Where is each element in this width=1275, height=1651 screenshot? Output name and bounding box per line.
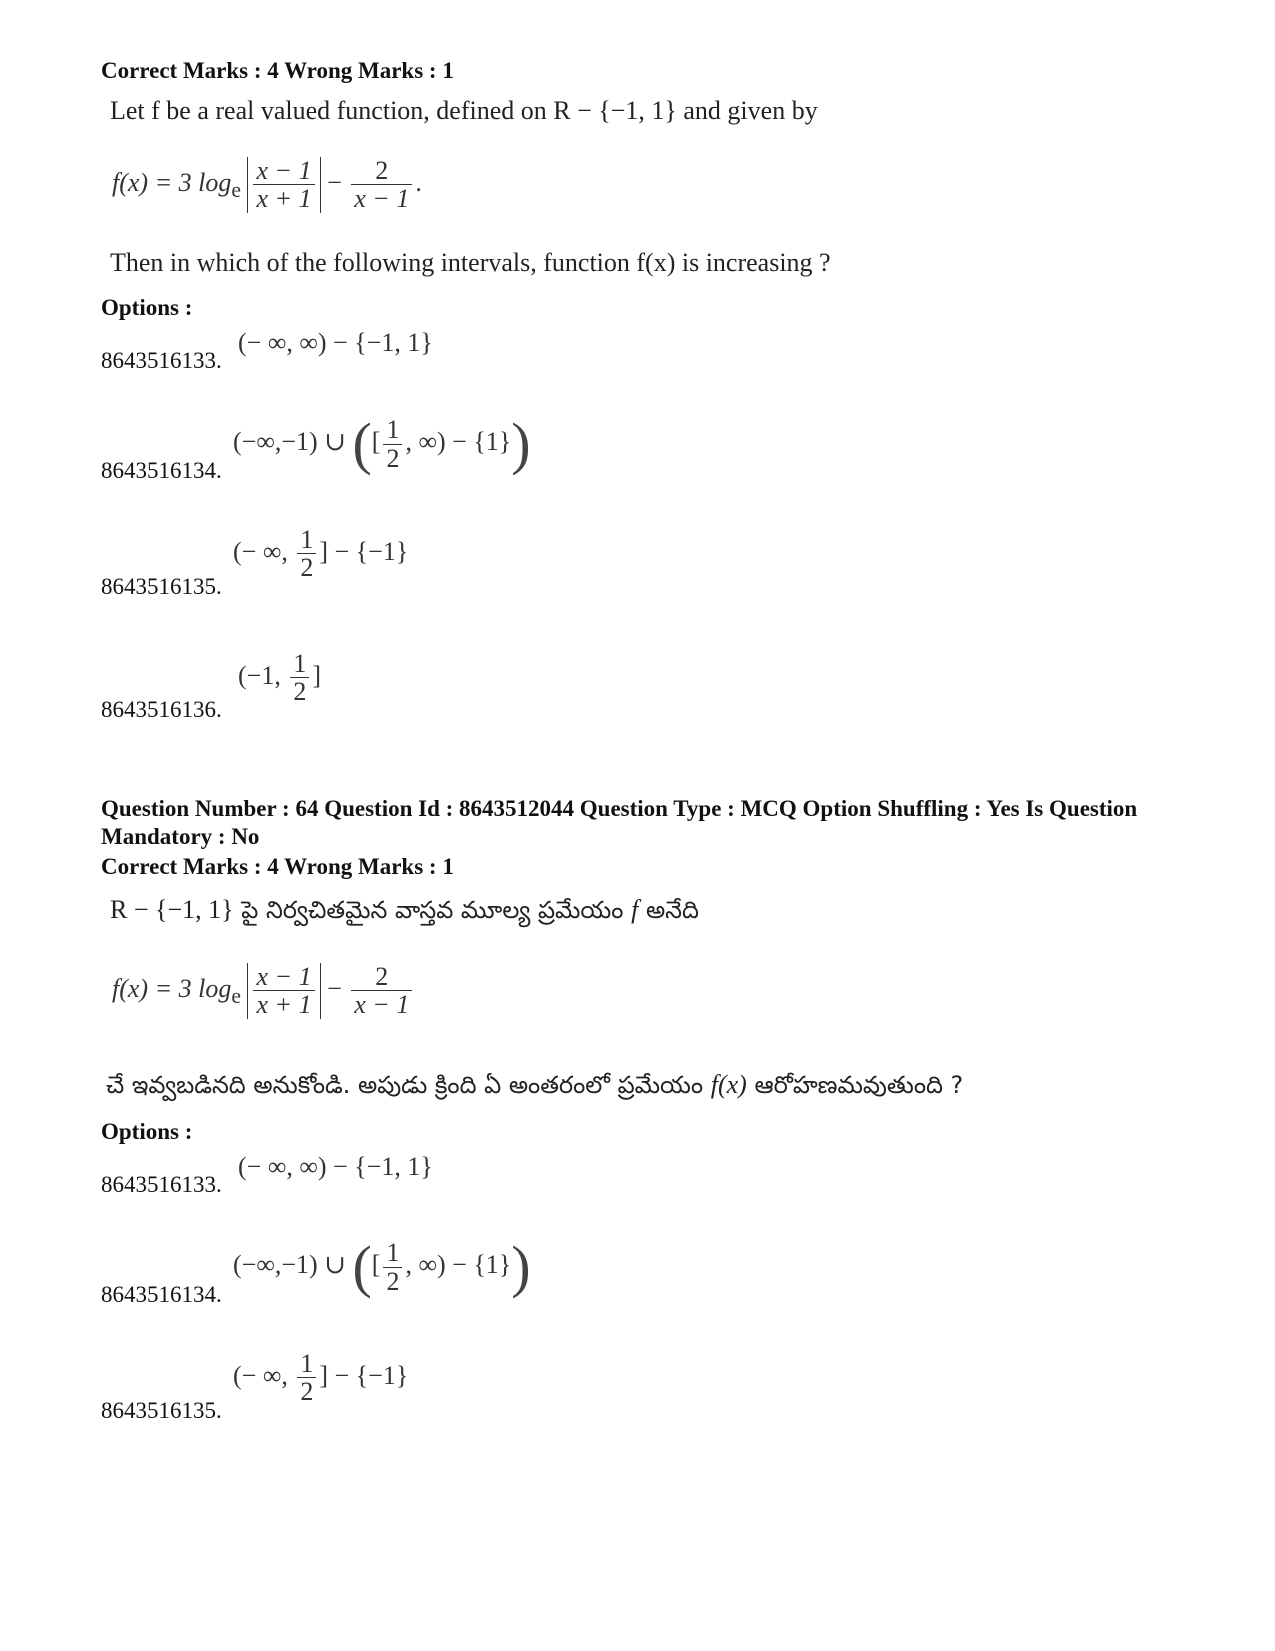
fraction-numerator: 2 <box>351 157 412 185</box>
stem-telugu-2: అనేది <box>638 896 699 924</box>
q63-option-4-id: 8643516136. <box>101 697 222 722</box>
log-base: e <box>231 177 241 202</box>
q64-option-3-expr: (− ∞, $\frac{1}{2}$ ] − {−1} <box>233 1349 409 1407</box>
q63-stem: Let f be a real valued function, defined on R − {−1, 1} and given by <box>110 96 818 125</box>
formula-lhs: f(x) = 3 log <box>112 167 232 197</box>
q64-formula <box>112 963 415 1019</box>
q63-option-3-expr: (− ∞, $\frac{1}{2}$ ] − {−1} <box>233 525 409 583</box>
q64-option-1-expr: (− ∞, ∞) − {−1, 1} <box>238 1152 433 1181</box>
q64-option-1-id: 8643516133. <box>101 1172 222 1197</box>
q64-marks: Correct Marks : 4 Wrong Marks : 1 <box>101 854 454 879</box>
q63-option-1-expr: (− ∞, ∞) − {−1, 1} <box>238 328 433 357</box>
q64-header: Question Number : 64 Question Id : 8643512044 Question Type : MCQ Option Shuffling : Yes Is Question Mandatory : No <box>101 796 1138 849</box>
abs-denominator: x + 1 <box>256 990 312 1020</box>
fraction-denominator: x − 1 <box>354 184 410 214</box>
q63-question: Then in which of the following intervals, function f(x) is increasing ? <box>110 248 831 277</box>
q64-option-3-id: 8643516135. <box>101 1398 222 1423</box>
question-telugu: చే ఇవ్వబడినది అనుకోండి. అపుడు క్రింది ఏ అంతరంలో ప్రమేయం <box>106 1071 711 1099</box>
abs-denominator: x + 1 <box>256 184 312 214</box>
q63-formula <box>112 157 422 213</box>
stem-telugu: పై నిర్వచితమైన వాస్తవ మూల్య ప్రమేయం <box>233 896 632 924</box>
q64-option-2-expr: (−∞,−1) ∪ ([ $\frac{1}{2}$ , ∞) − {1}) <box>233 1234 531 1299</box>
fraction-denominator: x − 1 <box>354 990 410 1020</box>
fraction-numerator: 2 <box>351 963 412 991</box>
formula-lhs: f(x) = 3 log <box>112 973 232 1003</box>
formula-end: . <box>415 167 422 197</box>
question-telugu-2: ఆరోహణమవుతుంది ? <box>746 1071 964 1099</box>
abs-numerator: x − 1 <box>253 963 314 991</box>
q63-marks: Correct Marks : 4 Wrong Marks : 1 <box>101 58 454 83</box>
q63-option-4-expr: (−1, $\frac{1}{2}$ ] <box>238 649 321 707</box>
stem-f: f <box>631 895 639 924</box>
stem-math: R − {−1, 1} <box>110 895 234 924</box>
minus-sign: − <box>327 167 342 197</box>
q64-question <box>106 1070 963 1105</box>
fraction <box>351 157 412 213</box>
q63-option-2-id: 8643516134. <box>101 458 222 483</box>
abs-fraction <box>247 157 320 213</box>
abs-numerator: x − 1 <box>253 157 314 185</box>
abs-fraction <box>247 963 320 1019</box>
log-base: e <box>231 983 241 1008</box>
q64-option-2-id: 8643516134. <box>101 1282 222 1307</box>
q64-options-label: Options : <box>101 1119 193 1144</box>
q64-stem <box>110 895 699 930</box>
q63-option-3-id: 8643516135. <box>101 574 222 599</box>
q63-options-label: Options : <box>101 295 193 320</box>
minus-sign: − <box>327 973 342 1003</box>
question-fx: f(x) <box>710 1070 747 1099</box>
q63-option-2-expr: (−∞,−1) ∪ ([ $\frac{1}{2}$ , ∞) − {1}) <box>233 411 531 476</box>
q63-option-1-id: 8643516133. <box>101 348 222 373</box>
fraction <box>351 963 412 1019</box>
